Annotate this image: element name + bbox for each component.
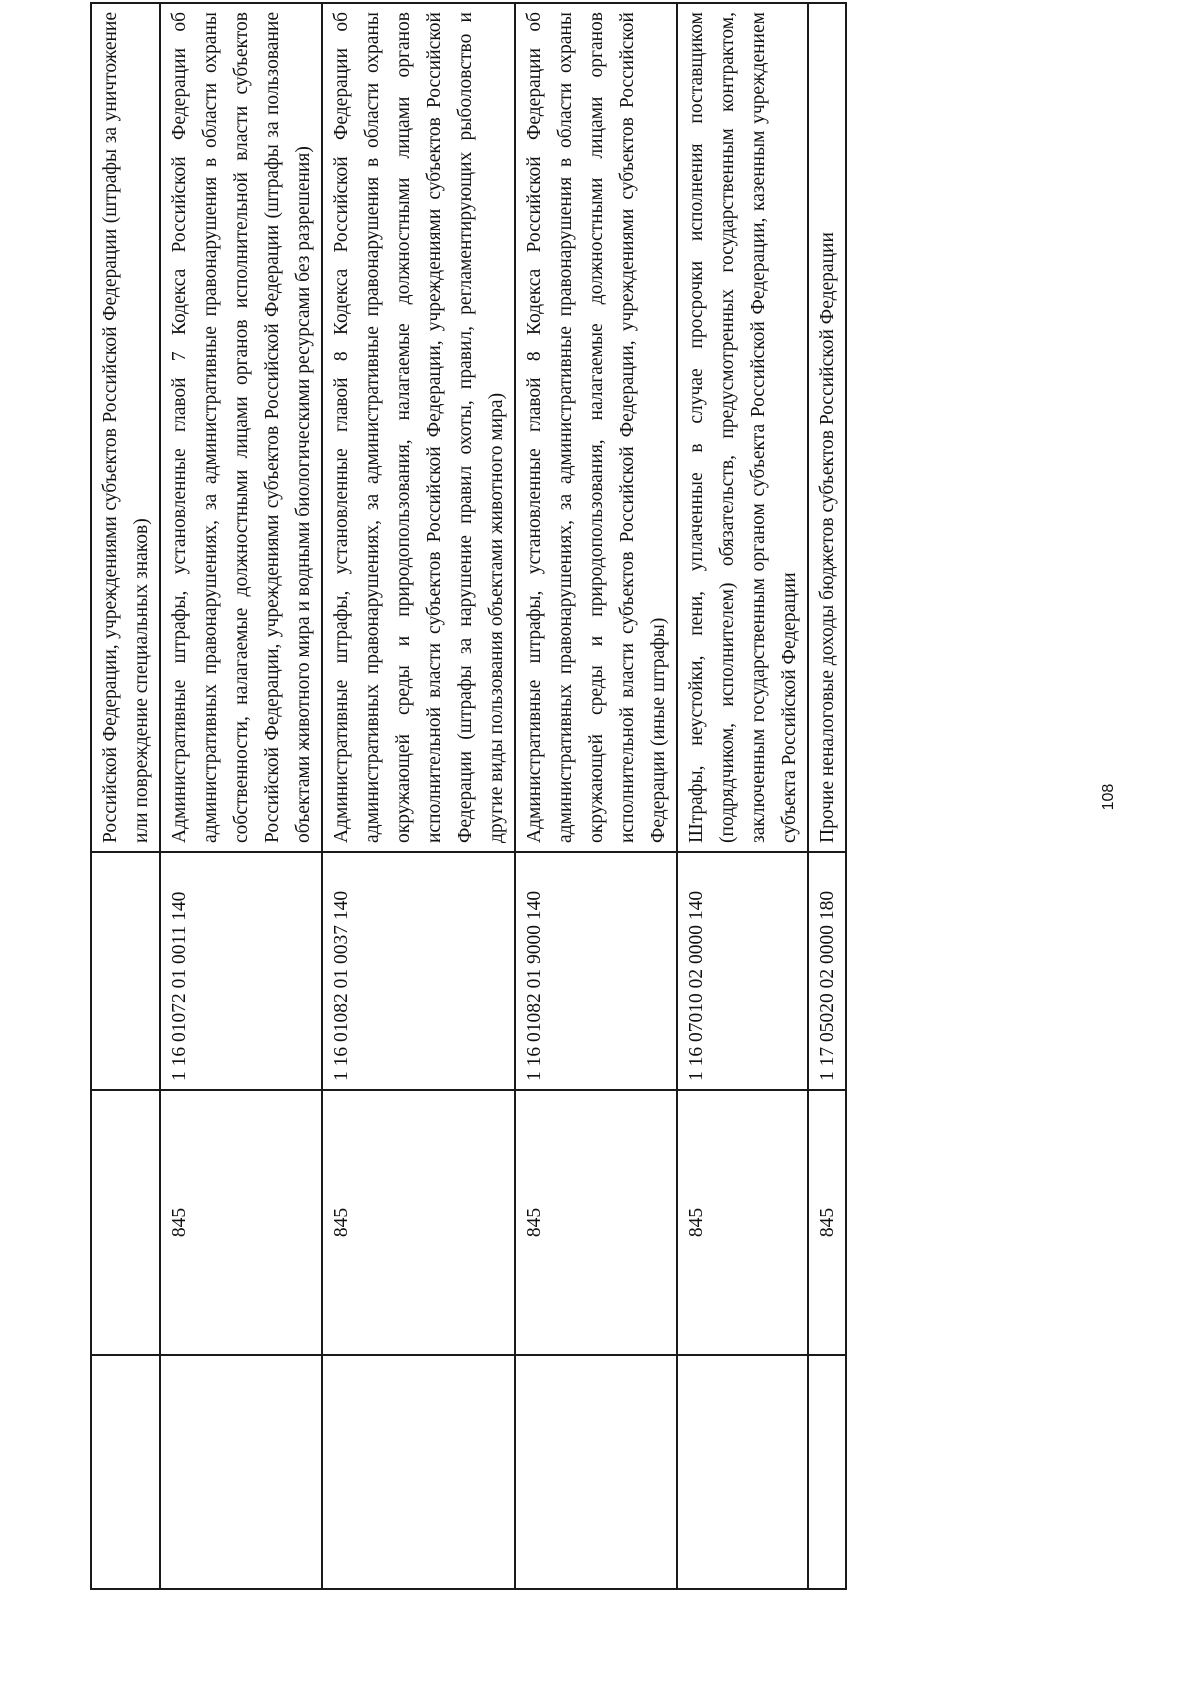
income-name-cell: Прочие неналоговые доходы бюджетов субъектов Российской Федерации [808, 3, 846, 852]
table-row [677, 3, 808, 1589]
empty-cell [160, 1355, 322, 1589]
admin-code-cell: 845 [677, 1090, 808, 1355]
income-name-cell: Административные штрафы, установленные главой 8 Кодекса Российской Федерации об административных правонарушениях, за административные правонарушения в области охраны окружающей среды и природопользования, налагаемые должностными лицами органов исполнительной власти субъектов Российской Федерации, учреждениями субъектов Российской Федерации (штрафы за нарушение правил охоты, правил, регламентирующих рыболовство и другие виды пользования объектами животного мира) [322, 3, 515, 852]
empty-cell [808, 1355, 846, 1589]
income-code-cell: 1 16 01072 01 0011 140 [160, 852, 322, 1090]
empty-cell [91, 1355, 160, 1589]
empty-cell [677, 1355, 808, 1589]
admin-code-cell: 845 [808, 1090, 846, 1355]
empty-cell [91, 852, 160, 1090]
page-number: 108 [1100, 783, 1117, 811]
income-name-cell: Штрафы, неустойки, пени, уплаченные в случае просрочки исполнения поставщиком (подрядчиком, исполнителем) обязательств, предусмотренных государственным контрактом, заключенным государственным органом субъекта Российской Федерации, казенным учреждением субъекта Российской Федерации [677, 3, 808, 852]
empty-cell [91, 1090, 160, 1355]
income-name-cell: Административные штрафы, установленные главой 8 Кодекса Российской Федерации об административных правонарушениях, за административные правонарушения в области охраны окружающей среды и природопользования, налагаемые должностными лицами органов исполнительной власти субъектов Российской Федерации, учреждениями субъектов Российской Федерации (иные штрафы) [515, 3, 677, 852]
income-name-cell: Административные штрафы, установленные главой 7 Кодекса Российской Федерации об административных правонарушениях, за административные правонарушения в области охраны собственности, налагаемые должностными лицами органов исполнительной власти субъектов Российской Федерации, учреждениями субъектов Российской Федерации (штрафы за пользование объектами животного мира и водными биологическими ресурсами без разрешения) [160, 3, 322, 852]
rotated-page-content [90, 4, 1140, 1590]
table-row [160, 3, 322, 1589]
income-code-cell: 1 16 07010 02 0000 140 [677, 852, 808, 1090]
empty-cell [515, 1355, 677, 1589]
admin-code-cell: 845 [322, 1090, 515, 1355]
table-row-continuation [91, 3, 160, 1589]
income-codes-table [90, 2, 847, 1590]
income-code-cell: 1 16 01082 01 9000 140 [515, 852, 677, 1090]
continuation-text-cell: Российской Федерации, учреждениями субъектов Российской Федерации (штрафы за уничтожение или повреждение специальных знаков) [91, 3, 160, 852]
empty-cell [322, 1355, 515, 1589]
income-code-cell: 1 17 05020 02 0000 180 [808, 852, 846, 1090]
admin-code-cell: 845 [515, 1090, 677, 1355]
table-row [322, 3, 515, 1589]
admin-code-cell: 845 [160, 1090, 322, 1355]
table-row [808, 3, 846, 1589]
table-row [515, 3, 677, 1589]
income-code-cell: 1 16 01082 01 0037 140 [322, 852, 515, 1090]
